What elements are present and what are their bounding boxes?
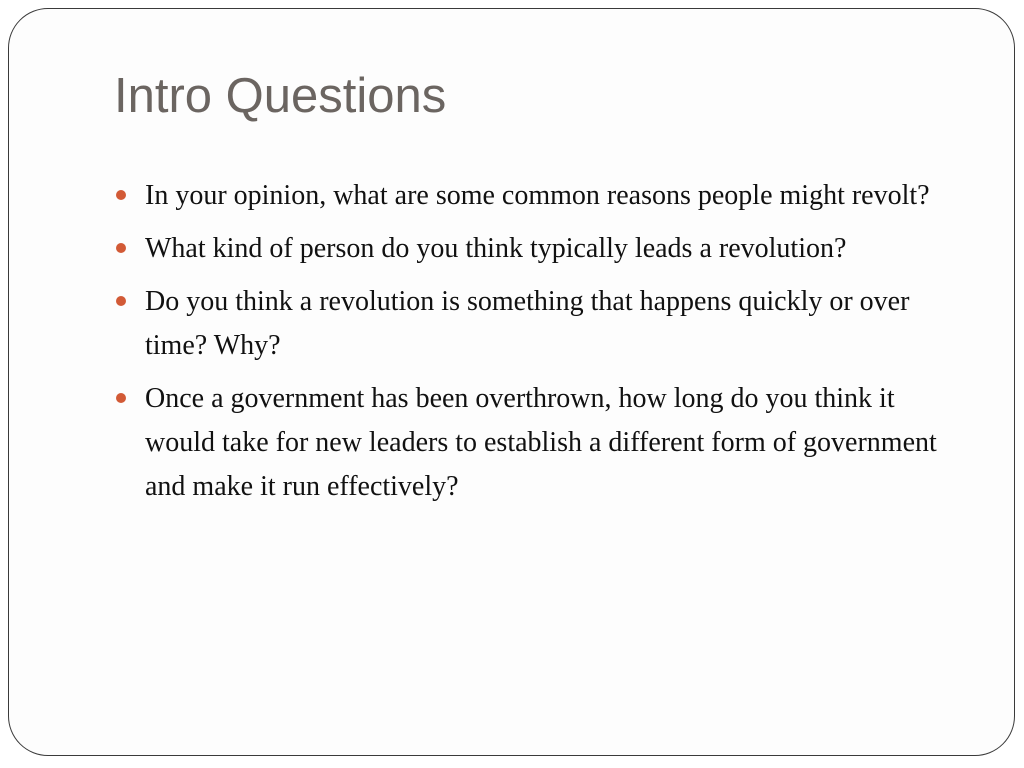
bullet-dot-icon <box>116 190 126 200</box>
bullet-list <box>114 174 954 518</box>
bullet-dot-icon <box>116 296 126 306</box>
bullet-item <box>114 377 954 509</box>
bullet-dot-icon <box>116 243 126 253</box>
bullet-text: What kind of person do you think typically leads a revolution? <box>145 233 847 264</box>
slide <box>8 8 1015 756</box>
bullet-item <box>114 227 954 271</box>
slide-title: Intro Questions <box>114 69 447 123</box>
bullet-dot-icon <box>116 393 126 403</box>
bullet-text: Once a government has been overthrown, how long do you think it would take for new leaders to establish a different form of government and make it run effectively? <box>145 383 937 502</box>
bullet-item <box>114 174 954 218</box>
bullet-item <box>114 280 954 368</box>
bullet-text: In your opinion, what are some common reasons people might revolt? <box>145 180 930 211</box>
bullet-text: Do you think a revolution is something that happens quickly or over time? Why? <box>145 286 910 361</box>
